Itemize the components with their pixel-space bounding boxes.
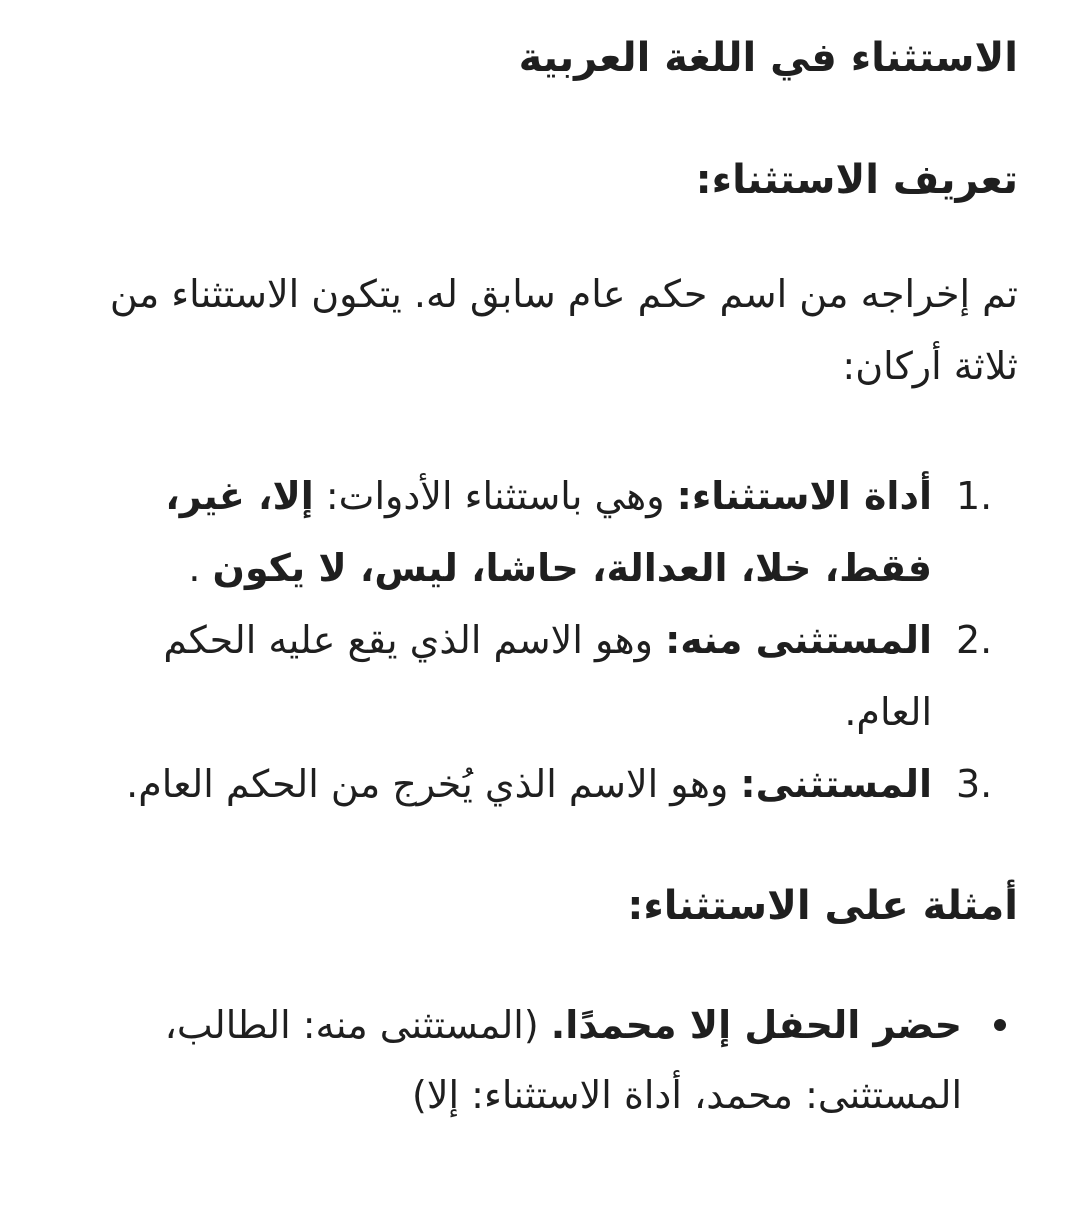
examples-list <box>70 990 1018 1130</box>
example-note: (المستثنى منه: الطالب، المستثنى: محمد، أداة الاستثناء: إلا) <box>164 1003 962 1117</box>
definition-heading: تعريف الاستثناء: <box>695 157 1018 203</box>
parts-list <box>70 460 1018 820</box>
part-term: المستثنى: <box>740 762 932 806</box>
list-item <box>70 748 993 820</box>
bullet-icon <box>994 1019 1006 1031</box>
list-item <box>70 604 993 748</box>
list-number: 1. <box>956 474 993 518</box>
part-description: وهو الاسم الذي يقع عليه الحكم العام. <box>163 618 932 734</box>
list-item <box>70 990 962 1130</box>
examples-heading: أمثلة على الاستثناء: <box>627 883 1018 929</box>
part-term: المستثنى منه: <box>665 618 932 662</box>
part-end: . <box>188 546 213 590</box>
part-description: وهو الاسم الذي يُخرج من الحكم العام. <box>126 762 741 806</box>
definition-text: تم إخراجه من اسم حكم عام سابق له. يتكون الاستثناء من ثلاثة أركان: <box>109 272 1018 388</box>
list-item <box>70 460 993 604</box>
part-term: أداة الاستثناء: <box>676 474 932 518</box>
part-description: وهي باستثناء الأدوات: <box>313 474 677 518</box>
list-number: 3. <box>956 762 993 806</box>
page-title: الاستثناء في اللغة العربية <box>518 35 1018 81</box>
list-number: 2. <box>956 618 993 662</box>
tools-list: إلا، غير، فقط، خلا، العدالة، حاشا، ليس، لا يكون <box>165 474 932 590</box>
example-sentence: حضر الحفل إلا محمدًا. <box>550 1003 962 1047</box>
